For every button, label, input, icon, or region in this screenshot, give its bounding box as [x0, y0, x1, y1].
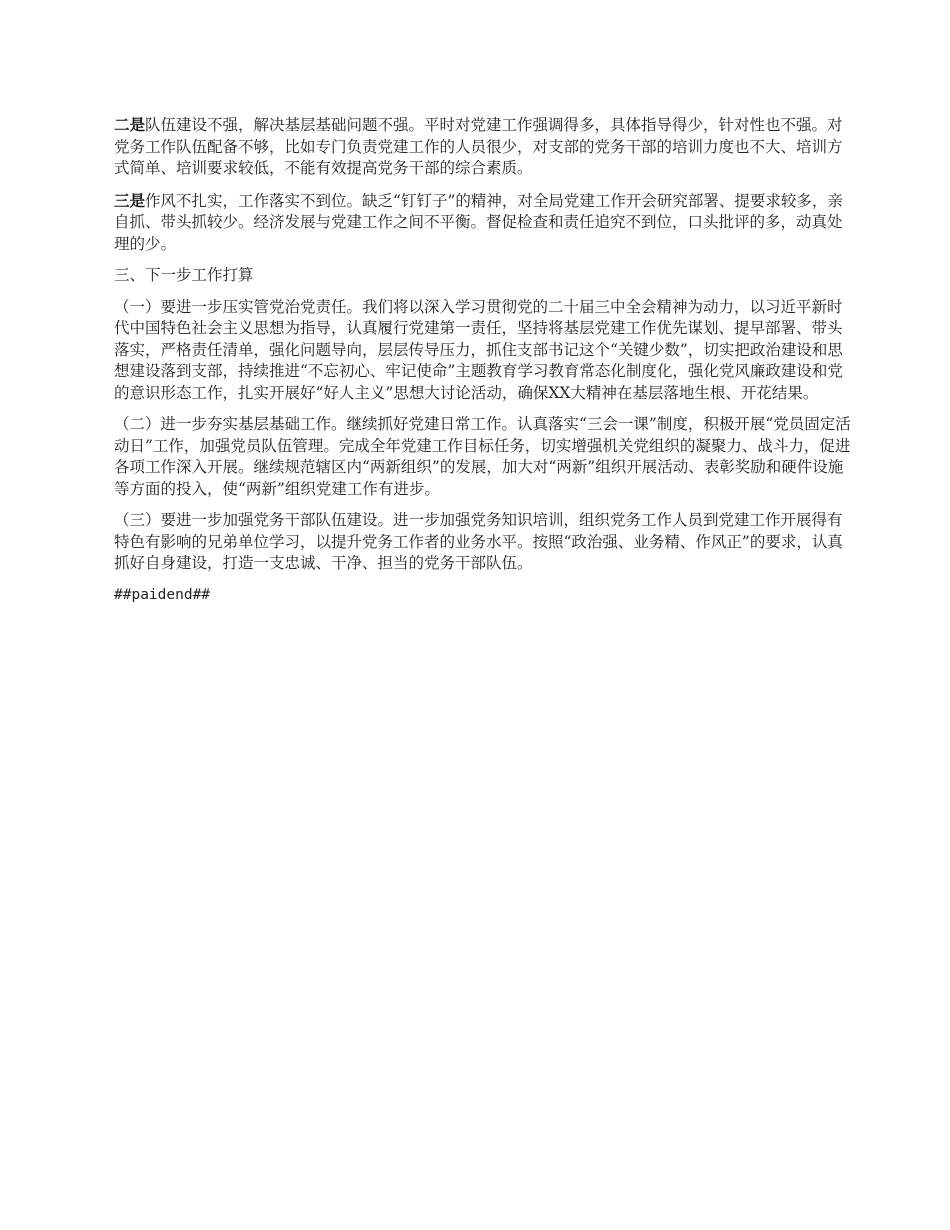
document-page — [114, 114, 852, 621]
paragraph-item-1: （一）要进一步压实管党治党责任。我们将以深入学习贯彻党的二十届三中全会精神为动力，以习近平新时代中国特色社会主义思想为指导，认真履行党建第一责任，坚持将基层党建工作优先谋划、提早部署、带头落实，严格责任清单，强化问题导向，层层传导压力，抓住支部书记这个“关键少数”，切实把政治建设和思想建设落到支部，持续推进“不忘初心、牢记使命”主题教育学习教育常态化制度化，强化党风廉政建设和党的意识形态工作，扎实开展好“好人主义”思想大讨论活动，确保XX大精神在基层落地生根、开花结果。 — [114, 297, 843, 402]
paragraph-body: 作风不扎实，工作落实不到位。缺乏“钉钉子”的精神，对全局党建工作开会研究部署、提要求较多，亲自抓、带头抓较少。经济发展与党建工作之间不平衡。督促检查和责任追究不到位，口头批评的多，动真处理的少。 — [114, 191, 843, 253]
paragraph-item-3: （三）要进一步加强党务干部队伍建设。进一步加强党务知识培训，组织党务工作人员到党建工作开展得有特色有影响的兄弟单位学习，以提升党务工作者的业务水平。按照“政治强、业务精、作风正”的要求，认真抓好自身建设，打造一支忠诚、干净、担当的党务干部队伍。 — [114, 511, 843, 572]
paragraph-team-building — [114, 114, 852, 180]
section-heading-next-steps: 三、下一步工作打算 — [114, 266, 254, 284]
paragraph-lead-label: 二是 — [114, 115, 146, 134]
paragraph-body: 队伍建设不强，解决基层基础问题不强。平时对党建工作强调得多，具体指导得少，针对性也不强。对党务工作队伍配备不够，比如专门负责党建工作的人员很少，对支部的党务干部的培训力度也不大、培训方式简单、培训要求较低，不能有效提高党务干部的综合素质。 — [114, 116, 843, 177]
paragraph-item-2: （二）进一步夯实基层基础工作。继续抓好党建日常工作。认真落实“三会一课”制度，积极开展“党员固定活动日”工作，加强党员队伍管理。完成全年党建工作目标任务，切实增强机关党组织的凝聚力、战斗力，促进各项工作深入开展。继续规范辖区内“两新组织”的发展，加大对“两新”组织开展活动、表彰奖励和硬件设施等方面的投入，使“两新”组织党建工作有进步。 — [114, 415, 851, 498]
end-marker: ##paidend## — [114, 586, 211, 603]
paragraph-lead-label: 三是 — [114, 190, 146, 210]
paragraph-work-style — [114, 190, 852, 256]
